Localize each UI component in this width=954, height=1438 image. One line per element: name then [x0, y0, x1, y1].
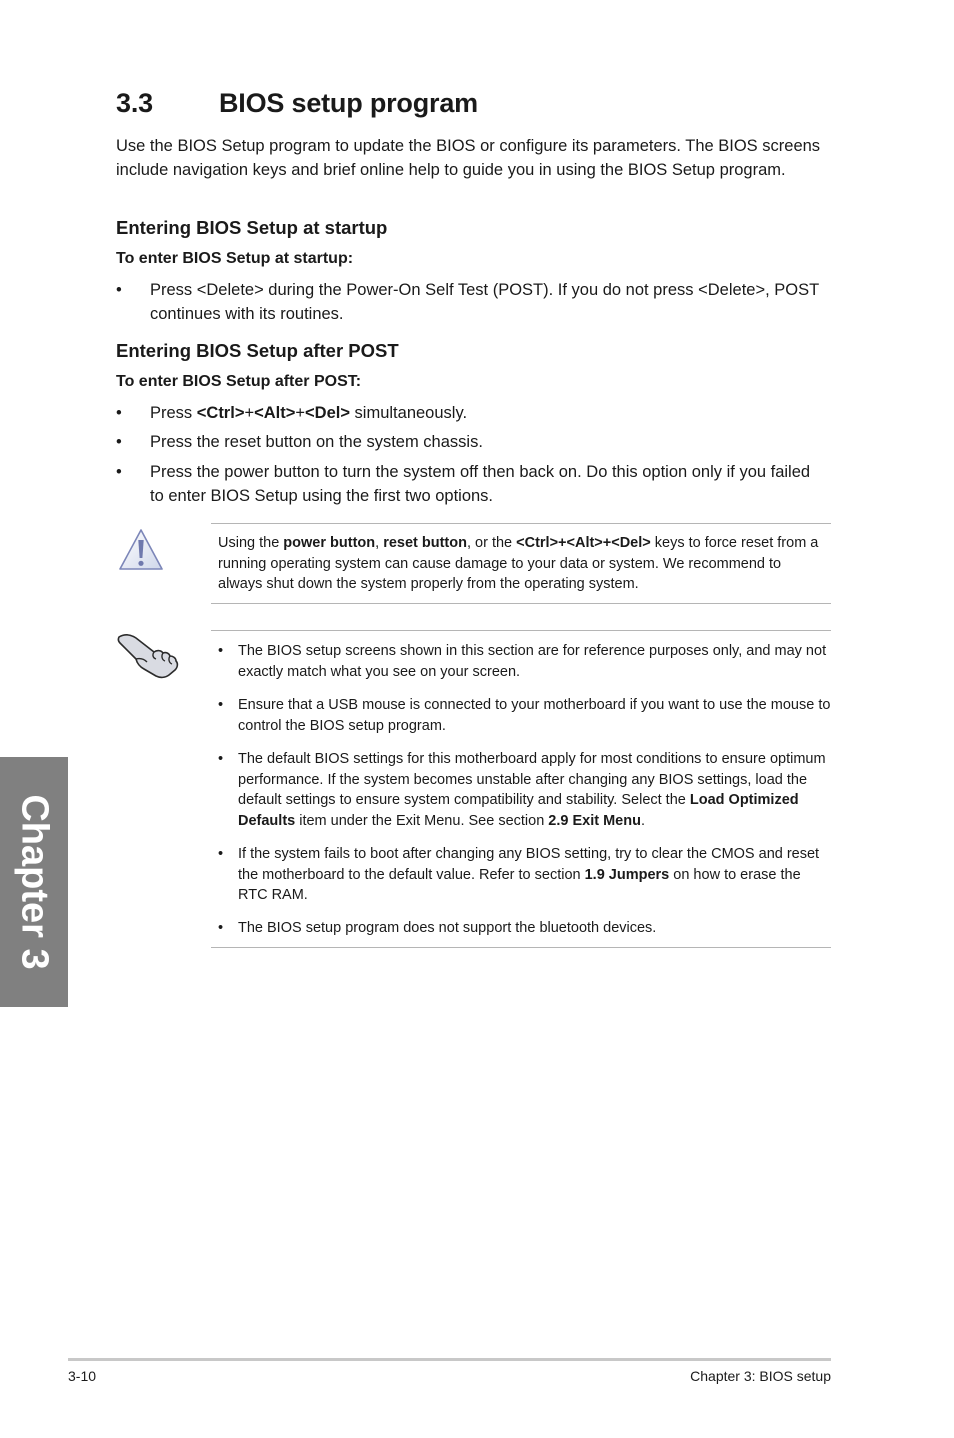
bullet-mark: • — [218, 846, 224, 862]
bullet-text: Press the reset button on the system chassis. — [150, 433, 483, 451]
note-bottom-rule — [211, 947, 831, 948]
note-item-text — [238, 844, 832, 906]
key-del: <Del> — [305, 404, 350, 422]
text-run: on how to erase the RTC RAM. — [238, 866, 801, 903]
intro-paragraph: Use the BIOS Setup program to update the BIOS or configure its parameters. The BIOS screens include navigation keys and brief online help to guide you in using the BIOS Setup program. — [116, 137, 821, 179]
warning-top-rule — [211, 523, 831, 524]
bullet-mark: • — [218, 643, 224, 659]
pointing-hand-icon — [116, 628, 182, 680]
chapter-side-label: Chapter 3 — [13, 794, 56, 970]
startup-subheading: To enter BIOS Setup at startup: — [116, 250, 354, 267]
after-post-subheading: To enter BIOS Setup after POST: — [116, 373, 362, 390]
text-run: , — [375, 535, 384, 551]
after-post-heading: Entering BIOS Setup after POST — [116, 340, 399, 361]
footer-rule — [68, 1358, 831, 1361]
footer-chapter-title: Chapter 3: BIOS setup — [690, 1368, 831, 1384]
key-ctrl: <Ctrl> — [196, 404, 245, 422]
warning-text — [218, 533, 826, 595]
text-run: The default BIOS settings for this motherboard apply for most conditions to ensure optimum performance. If the system becomes unstable after changing any BIOS settings, load the default settings to ensure system compatibility and stability. Select the — [238, 751, 826, 808]
page-number: 3-10 — [68, 1368, 97, 1384]
plus-sign: + — [244, 404, 255, 422]
bullet-mark: • — [218, 920, 224, 936]
key-alt: <Alt> — [254, 404, 296, 422]
bullet-mark: • — [218, 697, 224, 713]
note-item-text: Ensure that a USB mouse is connected to your motherboard if you want to use the mouse to control the BIOS setup program. — [238, 697, 831, 734]
text-run: simultaneously. — [349, 404, 468, 422]
text-bold: Load Optimized Defaults — [238, 792, 799, 829]
section-title: BIOS setup program — [219, 88, 478, 118]
text-run: item under the Exit Menu. See section — [295, 812, 549, 829]
bullet-mark: • — [116, 404, 122, 422]
text-run: Using the — [218, 535, 284, 551]
text-run: Press — [150, 404, 197, 422]
note-item-text — [238, 749, 832, 831]
note-item-text: The BIOS setup program does not support the bluetooth devices. — [238, 920, 657, 936]
text-bold: 2.9 Exit Menu — [548, 812, 641, 829]
bullet-mark: • — [116, 281, 122, 299]
text-run: , or the — [466, 535, 517, 551]
section-heading — [116, 88, 478, 119]
bullet-text: Press the power button to turn the system off then back on. Do this option only if you failed to enter BIOS Setup using the first two options. — [150, 463, 811, 505]
text-run: keys to force reset from a running operating system can cause damage to your data or system. We recommend to always shut down the system properly from the operating system. — [218, 535, 819, 592]
startup-bullet-text: Press <Delete> during the Power-On Self Test (POST). If you do not press <Delete>, POST continues with its routines. — [150, 281, 819, 323]
text-bold: power button — [283, 535, 376, 551]
note-top-rule — [211, 630, 831, 631]
bullet-text — [150, 402, 820, 426]
bullet-mark: • — [116, 463, 122, 481]
bullet-mark: • — [218, 751, 224, 767]
section-number: 3.3 — [116, 88, 153, 118]
text-run: . — [640, 812, 645, 829]
warning-triangle-icon — [117, 527, 165, 572]
text-run: If the system fails to boot after changing any BIOS setting, try to clear the CMOS and reset the motherboard to the default value. Refer to section — [238, 846, 820, 883]
note-item-text: The BIOS setup screens shown in this section are for reference purposes only, and may not exactly match what you see on your screen. — [238, 643, 827, 680]
startup-heading: Entering BIOS Setup at startup — [116, 217, 388, 238]
text-bold: <Ctrl>+<Alt>+<Del> — [516, 535, 651, 551]
text-bold: 1.9 Jumpers — [584, 866, 670, 883]
text-bold: reset button — [383, 535, 467, 551]
warning-bottom-rule — [211, 603, 831, 604]
bullet-mark: • — [116, 433, 122, 451]
chapter-side-tab — [0, 757, 68, 1007]
plus-sign: + — [295, 404, 306, 422]
